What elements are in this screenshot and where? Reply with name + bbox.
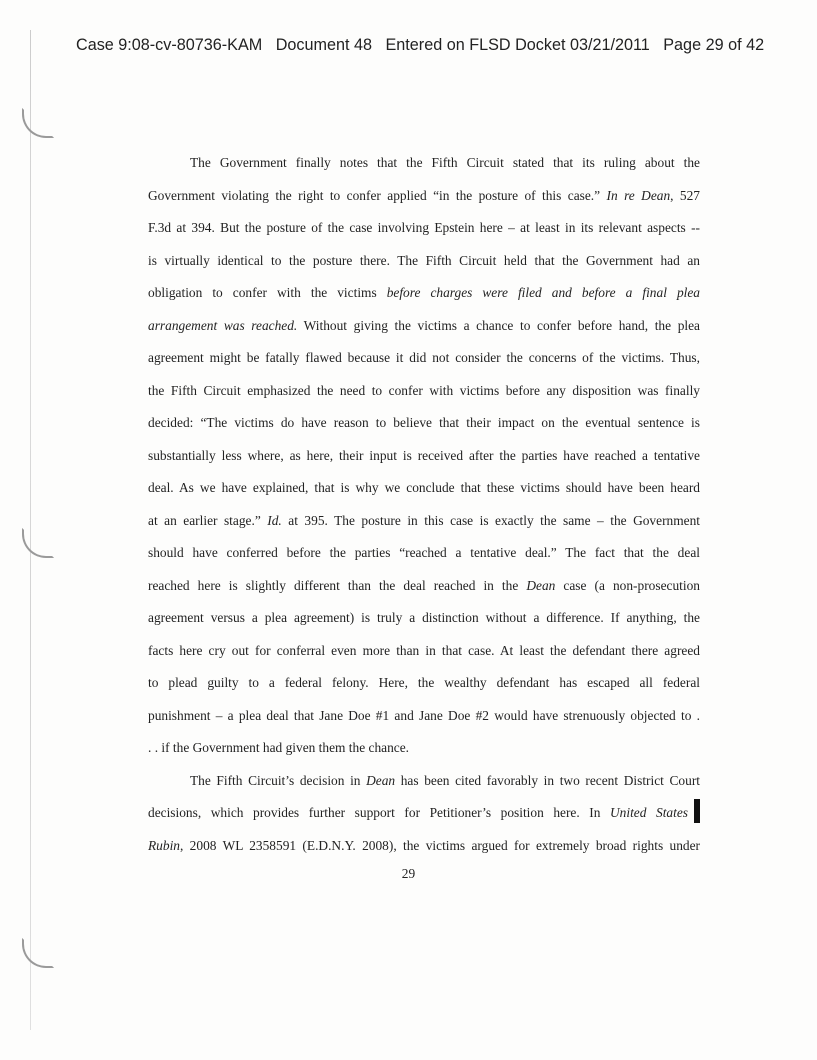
text-run: The Fifth Circuit’s decision in bbox=[190, 772, 367, 788]
text-line bbox=[148, 147, 700, 180]
text-run: substantially less where, as here, their input is received after the parties have reached a tentative bbox=[148, 447, 700, 463]
text-line bbox=[148, 830, 700, 863]
text-run: agreement versus a plea agreement) is truly a distinction without a difference. If anything, the bbox=[148, 610, 700, 625]
text-line bbox=[148, 472, 700, 505]
text-line bbox=[148, 277, 700, 310]
text-run: punishment – a plea deal that Jane Doe #1 and Jane Doe #2 would have strenuously objected to . bbox=[148, 707, 700, 723]
text-line bbox=[148, 602, 700, 635]
text-line bbox=[148, 212, 700, 245]
text-line bbox=[148, 765, 700, 798]
text-line bbox=[148, 635, 700, 668]
text-run: deal. As we have explained, that is why we conclude that these victims should have been heard bbox=[148, 480, 700, 495]
text-line bbox=[148, 407, 700, 440]
italic-citation: Id. bbox=[267, 512, 282, 528]
text-line bbox=[148, 440, 700, 473]
text-line bbox=[148, 732, 700, 765]
text-line bbox=[148, 180, 700, 213]
text-run: the Fifth Circuit emphasized the need to confer with victims before any disposition was finally bbox=[148, 382, 700, 398]
text-line bbox=[148, 537, 700, 570]
italic-citation: before charges were filed and before a final plea bbox=[386, 285, 700, 300]
text-run: at an earlier stage.” bbox=[148, 512, 268, 528]
text-run: F.3d at 394. But the posture of the case involving Epstein here – at least in its relevant aspects -- bbox=[148, 220, 700, 235]
binder-hole-mark bbox=[22, 528, 54, 558]
text-run: to plead guilty to a federal felony. Here, the wealthy defendant has escaped all federal bbox=[148, 675, 700, 690]
italic-citation: United States bbox=[610, 805, 688, 820]
text-line bbox=[148, 505, 700, 538]
text-line bbox=[148, 375, 700, 408]
text-run: , 2008 WL 2358591 (E.D.N.Y. 2008), the victims argued for extremely broad rights under bbox=[180, 837, 700, 853]
text-run: reached here is slightly different than the deal reached in the bbox=[148, 577, 527, 593]
text-line bbox=[148, 570, 700, 603]
italic-citation: Dean bbox=[366, 772, 396, 788]
text-run: case (a non-prosecution bbox=[555, 577, 700, 593]
text-run: is virtually identical to the posture there. The Fifth Circuit held that the Government had an bbox=[148, 252, 700, 268]
text-run: decided: “The victims do have reason to believe that their impact on the eventual sentence is bbox=[148, 415, 700, 430]
italic-citation: arrangement was reached. bbox=[148, 317, 298, 333]
text-line bbox=[148, 700, 700, 733]
italic-citation: Rubin bbox=[148, 837, 180, 853]
redaction-mark bbox=[694, 799, 700, 823]
binder-hole-mark bbox=[22, 108, 54, 138]
text-run: should have conferred before the parties “reached a tentative deal.” The fact that the deal bbox=[148, 545, 700, 560]
text-run: Without giving the victims a chance to confer before hand, the plea bbox=[297, 317, 701, 333]
text-run: obligation to confer with the victims bbox=[148, 285, 387, 300]
binder-hole-mark bbox=[22, 938, 54, 968]
text-run: facts here cry out for conferral even more than in that case. At least the defendant there agreed bbox=[148, 642, 700, 658]
body-text bbox=[148, 147, 700, 862]
text-run: has been cited favorably in two recent District Court bbox=[395, 772, 700, 788]
text-line bbox=[148, 342, 700, 375]
text-run: , 527 bbox=[670, 187, 700, 203]
case-header: Case 9:08-cv-80736-KAM Document 48 Entered on FLSD Docket 03/21/2011 Page 29 of 42 bbox=[76, 36, 765, 54]
text-run: . . if the Government had given them the chance. bbox=[148, 740, 410, 755]
text-run: agreement might be fatally flawed because it did not consider the concerns of the victims. Thus, bbox=[148, 350, 700, 365]
text-line bbox=[148, 667, 700, 700]
text-run: decisions, which provides further support for Petitioner’s position here. In bbox=[148, 805, 610, 820]
italic-citation: Dean bbox=[526, 577, 556, 593]
text-line bbox=[148, 310, 700, 343]
text-run: Government violating the right to confer applied “in the posture of this case.” bbox=[148, 187, 607, 203]
text-run: The Government finally notes that the Fifth Circuit stated that its ruling about the bbox=[190, 155, 700, 170]
text-line bbox=[148, 797, 700, 830]
page-number: 29 bbox=[401, 866, 416, 881]
text-run: at 395. The posture in this case is exactly the same – the Government bbox=[281, 512, 701, 528]
italic-citation: In re Dean bbox=[606, 187, 671, 203]
text-line bbox=[148, 245, 700, 278]
